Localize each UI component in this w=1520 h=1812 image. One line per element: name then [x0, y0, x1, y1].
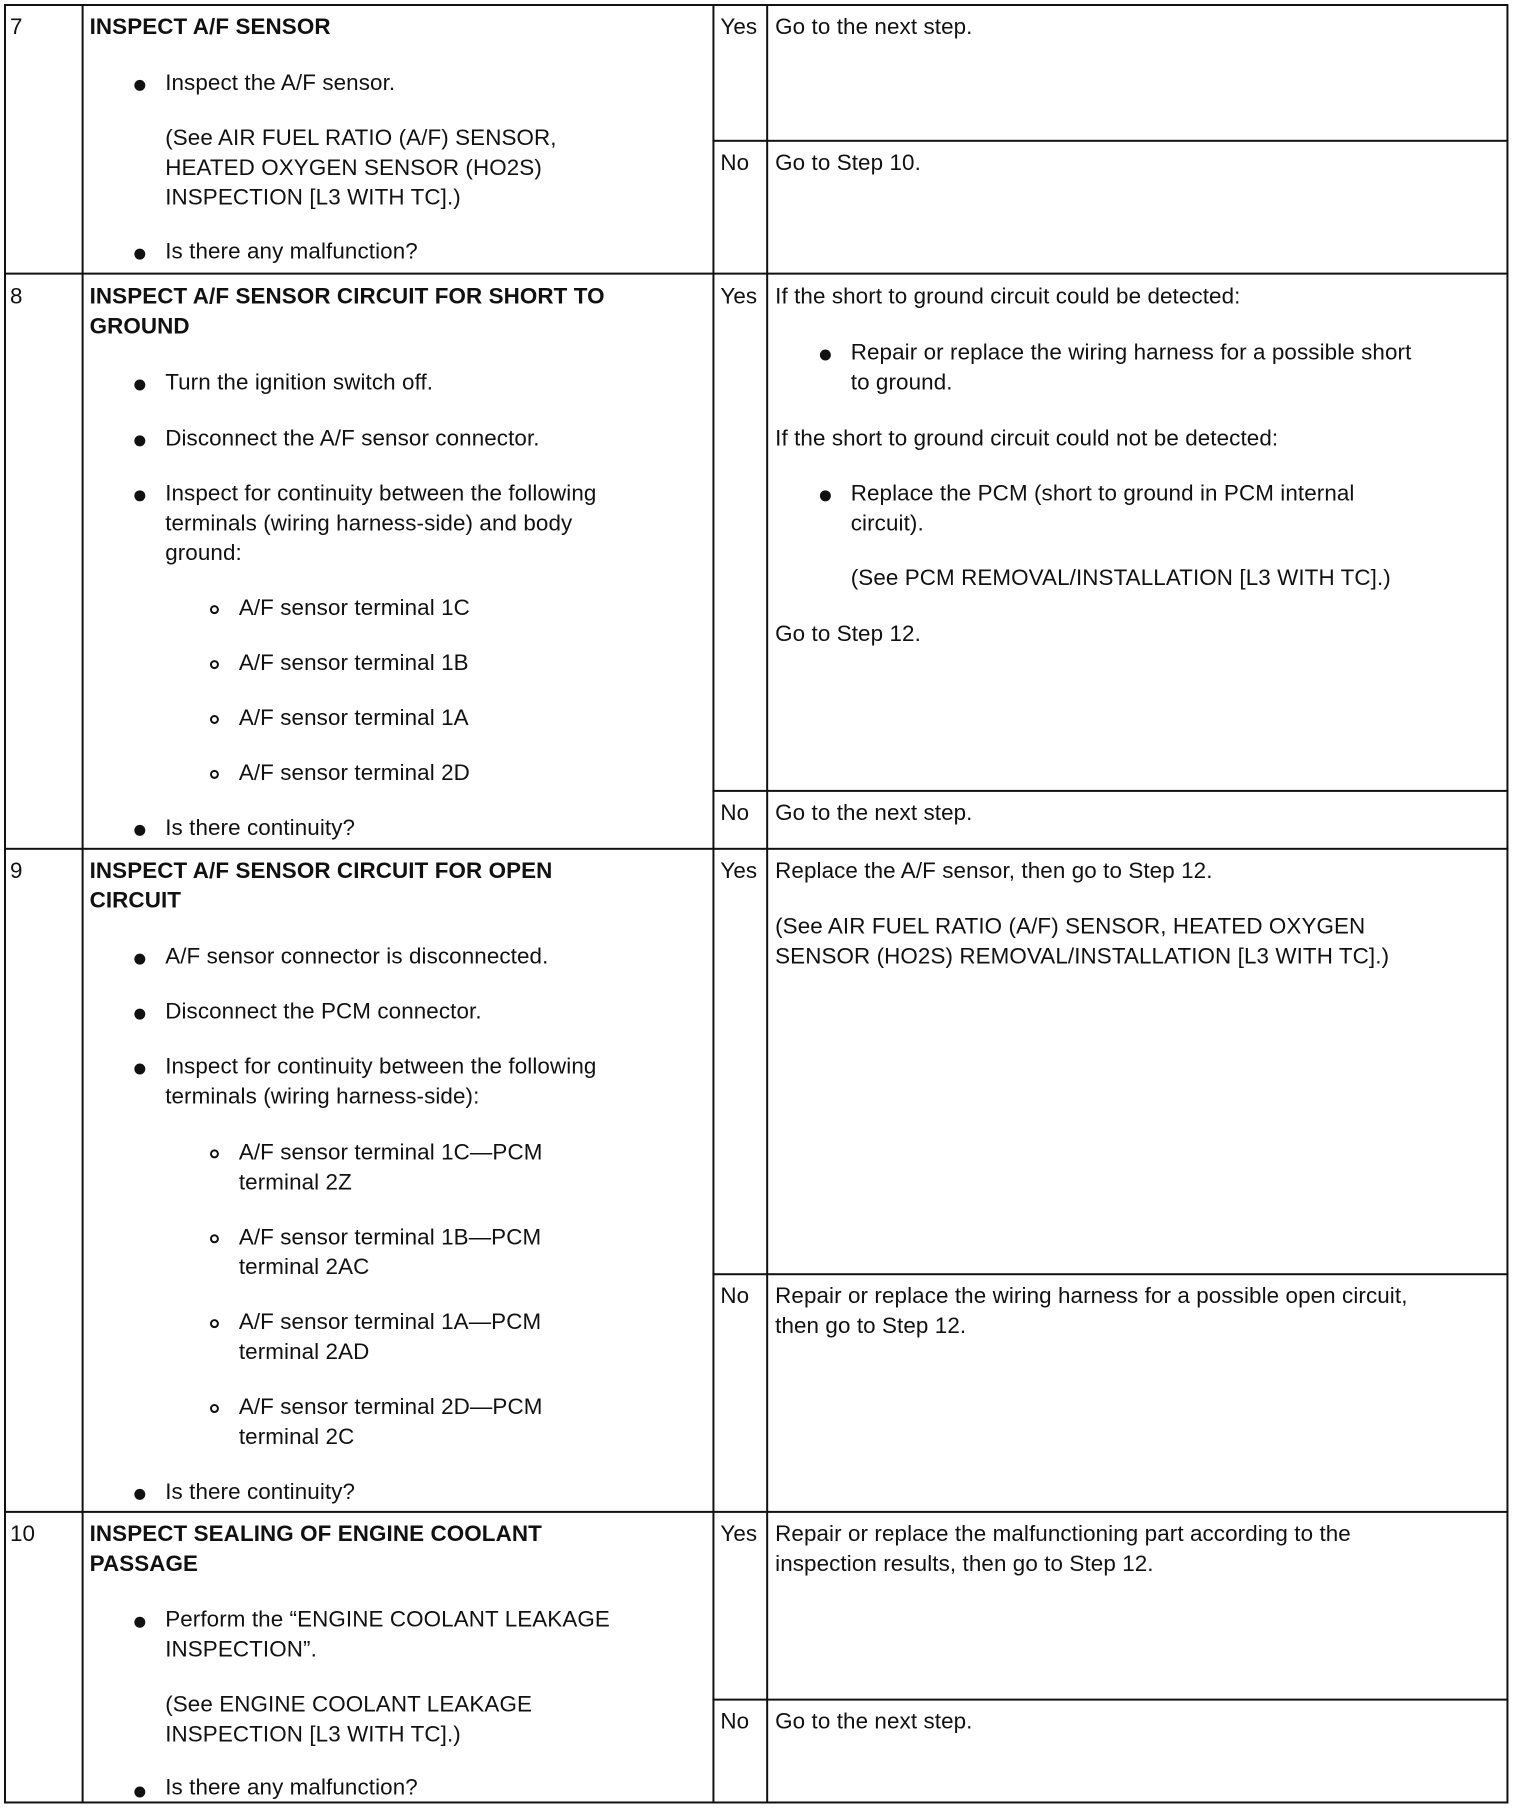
- reference-note: HEATED OXYGEN SENSOR (HO2S): [165, 154, 542, 180]
- sub-bullet-icon: [210, 770, 219, 779]
- check-item: A/F sensor connector is disconnected.: [165, 943, 549, 969]
- step-title: INSPECT A/F SENSOR CIRCUIT FOR OPEN: [89, 857, 553, 883]
- question: Is there any malfunction?: [165, 1774, 418, 1800]
- terminal-item: A/F sensor terminal 2D: [238, 759, 470, 785]
- terminal-item: terminal 2Z: [238, 1169, 352, 1195]
- no-action: Go to the next step.: [775, 799, 973, 825]
- check-item: Disconnect the A/F sensor connector.: [165, 425, 540, 451]
- no-label: No: [720, 799, 750, 825]
- bullet-icon: [134, 1064, 145, 1075]
- terminal-item: A/F sensor terminal 1C—PCM: [238, 1139, 543, 1165]
- sub-bullet-icon: [210, 1149, 219, 1158]
- terminal-item: A/F sensor terminal 1A: [238, 705, 469, 730]
- check-item: terminals (wiring harness-side):: [165, 1083, 480, 1109]
- yes-label: Yes: [720, 1520, 758, 1546]
- step-title: CIRCUIT: [89, 887, 182, 913]
- bullet-icon: [134, 435, 145, 446]
- terminal-item: A/F sensor terminal 2D—PCM: [238, 1394, 543, 1420]
- yes-label: Yes: [720, 283, 758, 309]
- no-action: Go to Step 10.: [775, 149, 921, 175]
- yes-action: If the short to ground circuit could not be detected:: [775, 425, 1279, 451]
- bullet-icon: [134, 1617, 145, 1628]
- check-item: Disconnect the PCM connector.: [165, 998, 482, 1024]
- bullet-icon: [134, 379, 145, 390]
- yes-action: Go to Step 12.: [775, 621, 921, 647]
- yes-action: (See PCM REMOVAL/INSTALLATION [L3 WITH TC].): [850, 565, 1391, 591]
- check-item: INSPECTION”.: [165, 1636, 317, 1662]
- troubleshooting-table: [4, 4, 1508, 1803]
- yes-action: circuit).: [850, 510, 924, 536]
- bullet-icon: [134, 1489, 145, 1500]
- sub-bullet-icon: [210, 1404, 219, 1413]
- question: Is there continuity?: [165, 1478, 356, 1504]
- check-item: Inspect the A/F sensor.: [165, 69, 396, 95]
- yes-action: inspection results, then go to Step 12.: [775, 1550, 1154, 1576]
- yes-no-divider: [712, 1699, 1508, 1701]
- terminal-item: A/F sensor terminal 1B: [238, 650, 469, 676]
- yes-action: If the short to ground circuit could be detected:: [775, 283, 1241, 309]
- sub-bullet-icon: [210, 605, 219, 614]
- row-divider: [4, 848, 1508, 850]
- no-label: No: [720, 1283, 750, 1309]
- reference-note: INSPECTION [L3 WITH TC].): [165, 1721, 461, 1747]
- reference-note: INSPECTION [L3 WITH TC].): [165, 184, 461, 210]
- terminal-item: terminal 2AD: [238, 1339, 370, 1365]
- row-divider: [4, 273, 1508, 275]
- check-item: Inspect for continuity between the following: [165, 480, 597, 506]
- no-label: No: [720, 149, 750, 175]
- bullet-icon: [820, 490, 831, 501]
- question: Is there any malfunction?: [165, 238, 418, 264]
- yes-no-divider: [712, 790, 1508, 792]
- step-title: GROUND: [89, 313, 190, 339]
- check-item: terminals (wiring harness-side) and body: [165, 510, 573, 536]
- yes-action: Go to the next step.: [775, 13, 973, 39]
- step-title: INSPECT SEALING OF ENGINE COOLANT: [89, 1520, 542, 1546]
- check-item: Turn the ignition switch off.: [165, 369, 434, 395]
- bullet-icon: [134, 1009, 145, 1020]
- sub-bullet-icon: [210, 1319, 219, 1328]
- yes-label: Yes: [720, 13, 758, 39]
- question: Is there continuity?: [165, 814, 356, 840]
- yes-action: Replace the A/F sensor, then go to Step 12.: [775, 857, 1213, 883]
- step-number: 9: [9, 857, 23, 883]
- yes-action: Replace the PCM (short to ground in PCM internal: [850, 480, 1355, 506]
- step-number: 10: [9, 1520, 36, 1546]
- no-action: then go to Step 12.: [775, 1313, 967, 1339]
- yes-no-divider: [712, 1273, 1508, 1275]
- yes-action: (See AIR FUEL RATIO (A/F) SENSOR, HEATED OXYGEN: [775, 913, 1366, 939]
- step-title: PASSAGE: [89, 1550, 199, 1576]
- bullet-icon: [134, 825, 145, 836]
- step-number: 8: [9, 283, 23, 309]
- sub-bullet-icon: [210, 1234, 219, 1243]
- bullet-icon: [134, 490, 145, 501]
- bullet-icon: [134, 1787, 145, 1798]
- no-action: Repair or replace the wiring harness for a possible open circuit,: [775, 1283, 1408, 1309]
- check-item: Perform the “ENGINE COOLANT LEAKAGE: [165, 1606, 610, 1632]
- terminal-item: terminal 2C: [238, 1424, 355, 1449]
- yes-action: SENSOR (HO2S) REMOVAL/INSTALLATION [L3 WITH TC].): [775, 943, 1390, 969]
- step-number: 7: [9, 13, 23, 39]
- yes-action: to ground.: [850, 369, 953, 395]
- terminal-item: A/F sensor terminal 1A—PCM: [238, 1309, 542, 1335]
- terminal-item: terminal 2AC: [238, 1254, 370, 1280]
- check-item: Inspect for continuity between the following: [165, 1053, 597, 1079]
- no-label: No: [720, 1708, 750, 1734]
- bullet-icon: [134, 249, 145, 260]
- no-action: Go to the next step.: [775, 1708, 973, 1734]
- bullet-icon: [820, 350, 831, 361]
- terminal-item: A/F sensor terminal 1B—PCM: [238, 1224, 542, 1250]
- step-title: INSPECT A/F SENSOR CIRCUIT FOR SHORT TO: [89, 283, 605, 309]
- yes-action: Repair or replace the wiring harness for a possible short: [850, 339, 1412, 365]
- row-divider: [4, 1511, 1508, 1513]
- step-title: INSPECT A/F SENSOR: [89, 13, 331, 39]
- sub-bullet-icon: [210, 660, 219, 669]
- yes-no-divider: [712, 140, 1508, 142]
- bullet-icon: [134, 80, 145, 91]
- reference-note: (See ENGINE COOLANT LEAKAGE: [165, 1691, 533, 1717]
- terminal-item: A/F sensor terminal 1C: [238, 595, 470, 621]
- yes-label: Yes: [720, 857, 758, 883]
- bullet-icon: [134, 954, 145, 965]
- reference-note: (See AIR FUEL RATIO (A/F) SENSOR,: [165, 124, 557, 150]
- yes-action: Repair or replace the malfunctioning part according to the: [775, 1520, 1351, 1546]
- check-item: ground:: [165, 540, 242, 566]
- sub-bullet-icon: [210, 715, 219, 724]
